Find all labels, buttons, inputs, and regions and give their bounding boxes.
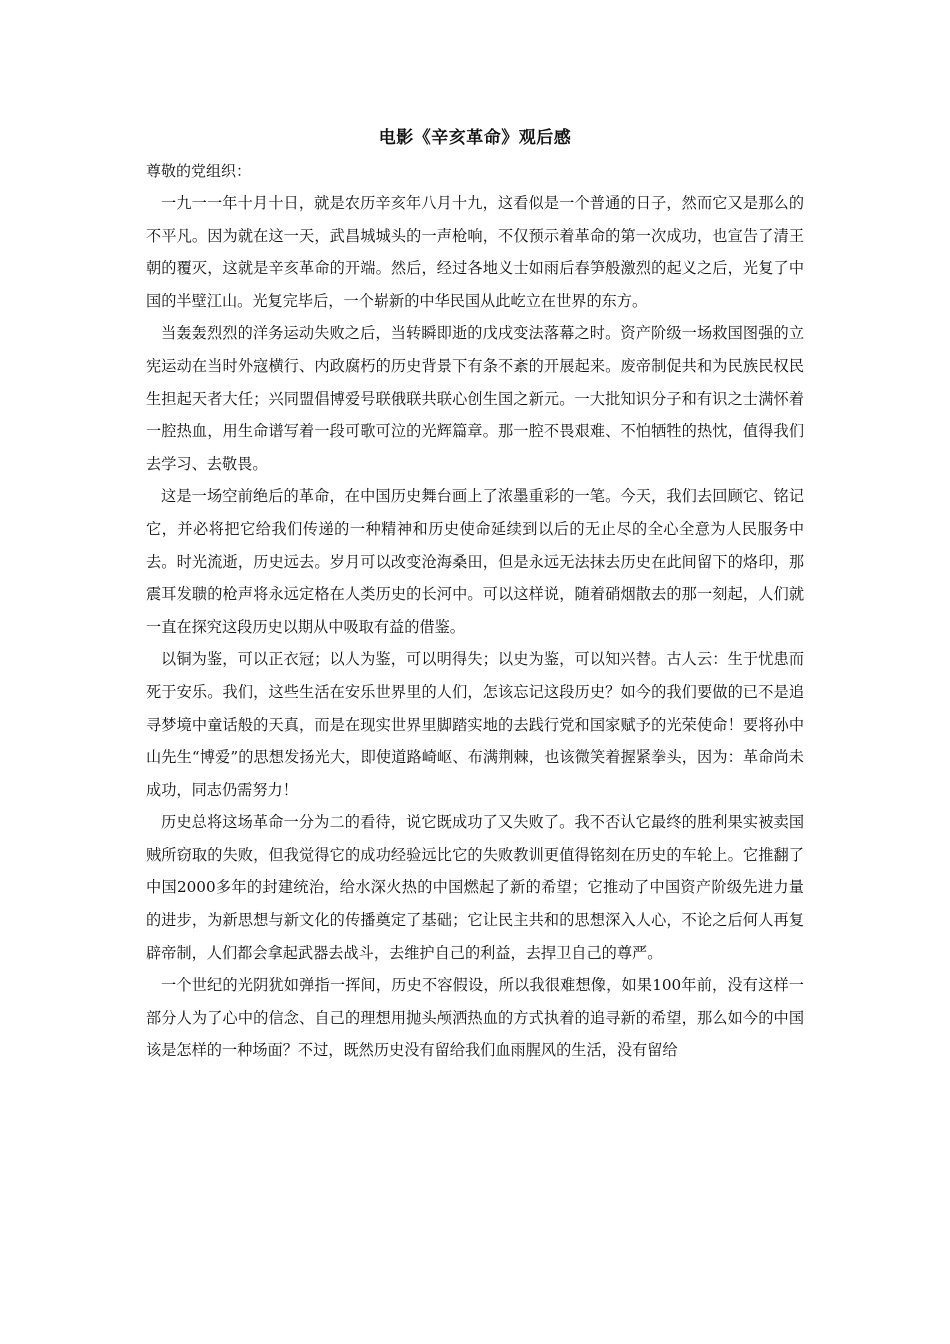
paragraph-1: 一九一一年十月十日，就是农历辛亥年八月十九，这看似是一个普通的日子，然而它又是那么的不平凡。因为就在这一天，武昌城城头的一声枪响，不仅预示着革命的第一次成功，也宣告了清王朝的覆灭，这就是辛亥革命的开端。然后，经过各地义士如雨后春笋般激烈的起义之后，光复了中国的半壁江山。光复完毕后，一个崭新的中华民国从此屹立在世界的东方。 bbox=[146, 194, 804, 310]
paragraph-2: 当轰轰烈烈的洋务运动失败之后，当转瞬即逝的戊戌变法落幕之时。资产阶级一场救国图强的立宪运动在当时外寇横行、内政腐朽的历史背景下有条不紊的开展起来。废帝制促共和为民族民权民生担起天者大任；兴同盟倡博爱号联俄联共联心创生国之新元。一大批知识分子和有识之士满怀着一腔热血，用生命谱写着一段可歌可泣的光辉篇章。那一腔不畏艰难、不怕牺牲的热忱，值得我们去学习、去敬畏。 bbox=[146, 324, 804, 473]
document-body bbox=[146, 126, 804, 1067]
paragraph-5: 历史总将这场革命一分为二的看待，说它既成功了又失败了。我不否认它最终的胜利果实被卖国贼所窃取的失败，但我觉得它的成功经验远比它的失败教训更值得铭刻在历史的车轮上。它推翻了中国2000多年的封建统治，给水深火热的中国燃起了新的希望；它推动了中国资产阶级先进力量的进步，为新思想与新文化的传播奠定了基础；它让民主共和的思想深入人心，不论之后何人再复辟帝制，人们都会拿起武器去战斗，去维护自己的利益，去捍卫自己的尊严。 bbox=[146, 813, 804, 962]
document-title: 电影《辛亥革命》观后感 bbox=[378, 128, 572, 148]
salutation: 尊敬的党组织： bbox=[146, 162, 252, 180]
paragraph-6: 一个世纪的光阴犹如弹指一挥间，历史不容假设，所以我很难想像，如果100年前，没有这样一部分人为了心中的信念、自己的理想用抛头颅洒热血的方式执着的追寻新的希望，那么如今的中国该是怎样的一种场面？不过，既然历史没有留给我们血雨腥风的生活，没有留给 bbox=[146, 976, 804, 1060]
paragraph-3: 这是一场空前绝后的革命，在中国历史舞台画上了浓墨重彩的一笔。今天，我们去回顾它、铭记它，并必将把它给我们传递的一种精神和历史使命延续到以后的无止尽的全心全意为人民服务中去。时光流逝，历史远去。岁月可以改变沧海桑田，但是永远无法抹去历史在此间留下的烙印，那震耳发聩的枪声将永远定格在人类历史的长河中。可以这样说，随着硝烟散去的那一刻起，人们就一直在探究这段历史以期从中吸取有益的借鉴。 bbox=[146, 487, 804, 636]
paragraph-4: 以铜为鉴，可以正衣冠；以人为鉴，可以明得失；以史为鉴，可以知兴替。古人云：生于忧患而死于安乐。我们，这些生活在安乐世界里的人们，怎该忘记这段历史？如今的我们要做的已不是追寻梦境中童话般的天真，而是在现实世界里脚踏实地的去践行党和国家赋予的光荣使命！要将孙中山先生“博爱”的思想发扬光大，即使道路崎岖、布满荆棘，也该微笑着握紧拳头，因为：革命尚未成功，同志仍需努力！ bbox=[146, 650, 804, 799]
